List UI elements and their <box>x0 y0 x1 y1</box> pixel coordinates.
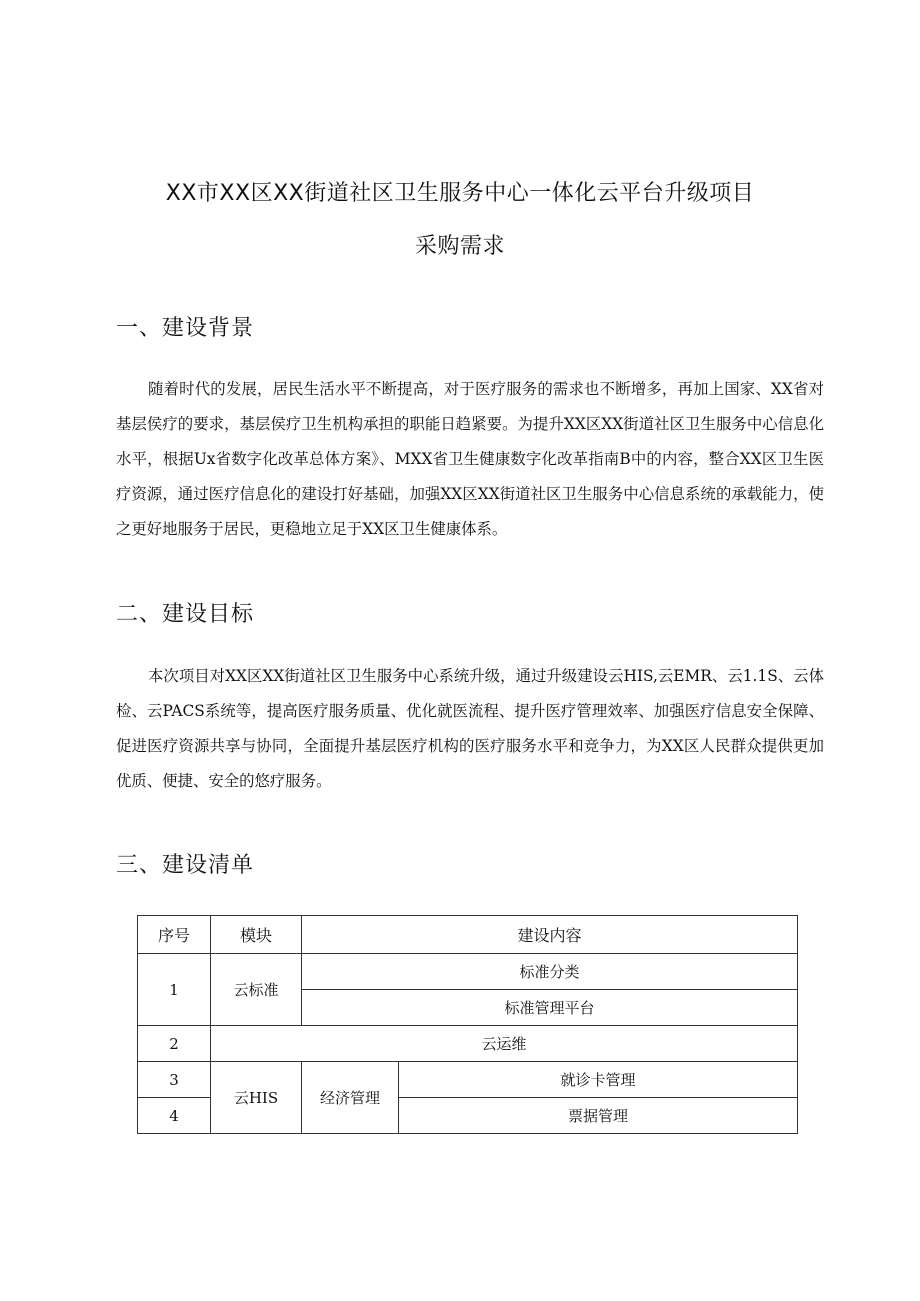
cell-number: 2 <box>138 1026 211 1062</box>
section-heading-background: 一、建设背景 <box>116 316 255 341</box>
document-subtitle: 采购需求 <box>414 234 505 259</box>
cell-module: 云标准 <box>211 954 302 1026</box>
document-title: XX市XX区XX街道社区卫生服务中心一体化云平台升级项目 <box>165 181 755 206</box>
cell-content: 标准分类 <box>302 954 798 990</box>
section-heading-checklist: 三、建设清单 <box>116 853 255 878</box>
header-cell-content: 建设内容 <box>302 916 798 954</box>
construction-list-table <box>137 915 798 1134</box>
cell-number: 3 <box>138 1062 211 1098</box>
table-row <box>138 954 798 990</box>
section-paragraph-background: 随着时代的发展，居民生活水平不断提高，对于医疗服务的需求也不断增多，再加上国家、XX省对基层侯疗的要求，基层侯疗卫生机构承担的职能日趋紧要。为提升XX区XX街道社区卫生服务中心信息化水平，根据Ux省数字化改革总体方案》、MXX省卫生健康数字化改革指南B中的内容，整合XX区卫生医疗资源，通过医疗信息化的建设打好基础，加强XX区XX街道社区卫生服务中心信息系统的承载能力，使之更好地服务于居民，更稳地立足于XX区卫生健康体系。 <box>116 380 824 538</box>
cell-number: 4 <box>138 1098 211 1134</box>
section-paragraph-goals: 本次项目对XX区XX街道社区卫生服务中心系统升级，通过升级建设云HIS,云EMR、云1.1S、云体检、云PACS系统等，提高医疗服务质量、优化就医流程、提升医疗管理效率、加强医疗信息安全保障、促进医疗资源共享与协同，全面提升基层医疗机构的医疗服务水平和竞争力，为XX区人民群众提供更加优质、便捷、安全的悠疗服务。 <box>116 667 824 790</box>
cell-submodule: 经济管理 <box>302 1062 399 1134</box>
cell-number: 1 <box>138 954 211 1026</box>
cell-content: 云运维 <box>211 1026 798 1062</box>
table-header-row <box>138 916 798 954</box>
section-heading-goals: 二、建设目标 <box>116 602 255 627</box>
header-cell-number: 序号 <box>138 916 211 954</box>
cell-module: 云HIS <box>211 1062 302 1134</box>
table-row <box>138 1062 798 1098</box>
cell-content: 票据管理 <box>399 1098 798 1134</box>
cell-content: 标准管理平台 <box>302 990 798 1026</box>
cell-content: 就诊卡管理 <box>399 1062 798 1098</box>
table-row <box>138 1026 798 1062</box>
header-cell-module: 模块 <box>211 916 302 954</box>
